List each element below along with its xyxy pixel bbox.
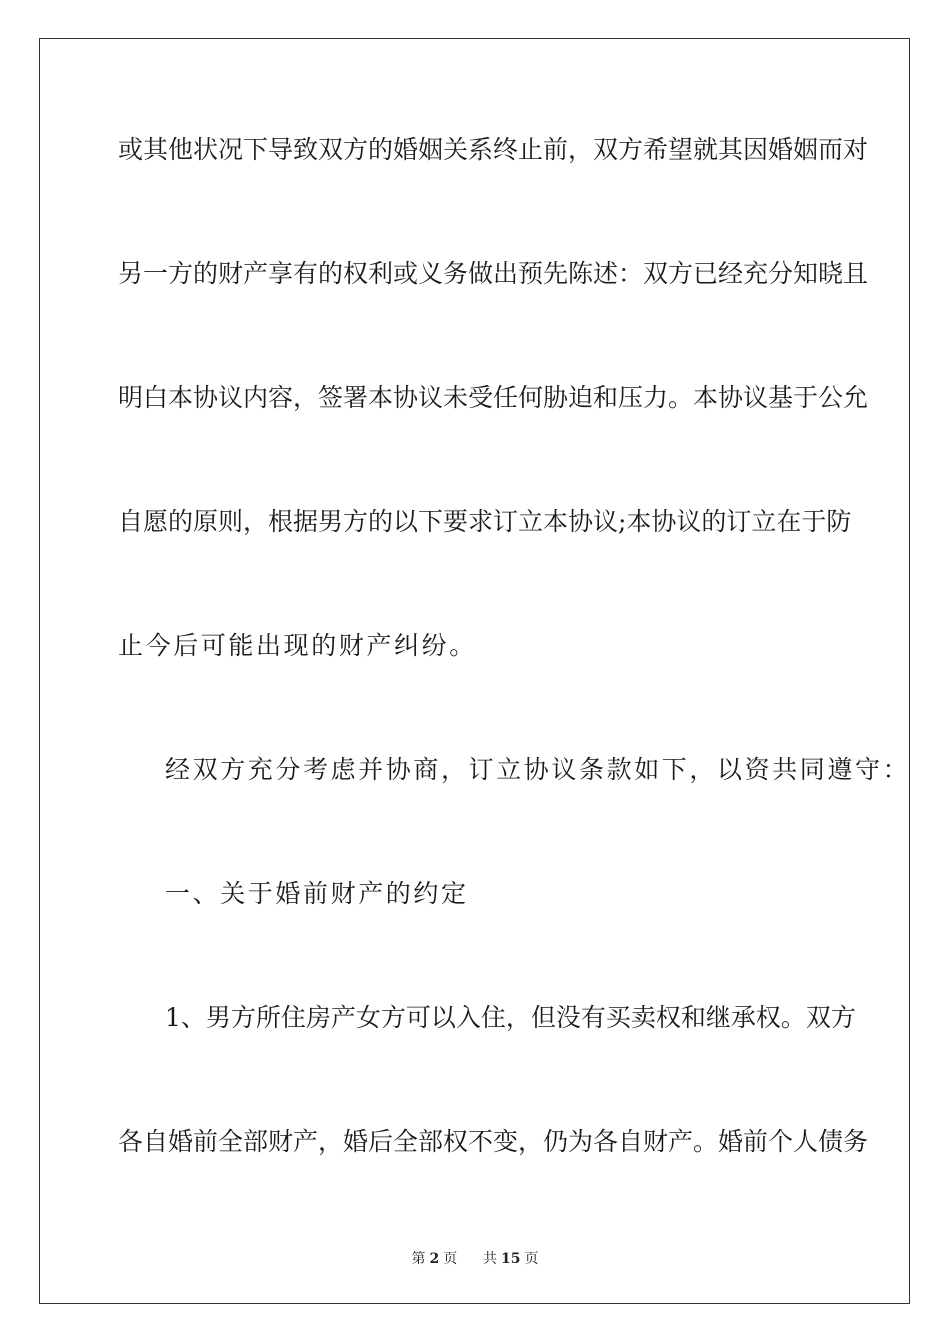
body-line-5: 止今后可能出现的财产纠纷。 (118, 631, 477, 660)
body-line-3: 明白本协议内容，签署本协议未受任何胁迫和压力。本协议基于公允 (118, 383, 869, 412)
body-line-4: 自愿的原则，根据男方的以下要求订立本协议;本协议的订立在于防 (118, 507, 852, 536)
section-heading: 一、关于婚前财产的约定 (165, 879, 469, 908)
clause-1-line-1: 1、男方所住房产女方可以入住，但没有买卖权和继承权。双方 (165, 1003, 856, 1032)
body-line-1: 或其他状况下导致双方的婚姻关系终止前，双方希望就其因婚姻而对 (118, 135, 869, 164)
page-border (39, 38, 910, 1304)
page-footer (0, 1248, 950, 1268)
total-pages-label: 共 15 页 (483, 1251, 539, 1267)
clause-1-line-2: 各自婚前全部财产，婚后全部权不变，仍为各自财产。婚前个人债务 (118, 1127, 869, 1156)
body-line-2: 另一方的财产享有的权利或义务做出预先陈述：双方已经充分知晓且 (118, 259, 869, 288)
page-number-label: 第 2 页 (411, 1251, 458, 1267)
paragraph-intro: 经双方充分考虑并协商，订立协议条款如下，以资共同遵守： (165, 755, 911, 784)
